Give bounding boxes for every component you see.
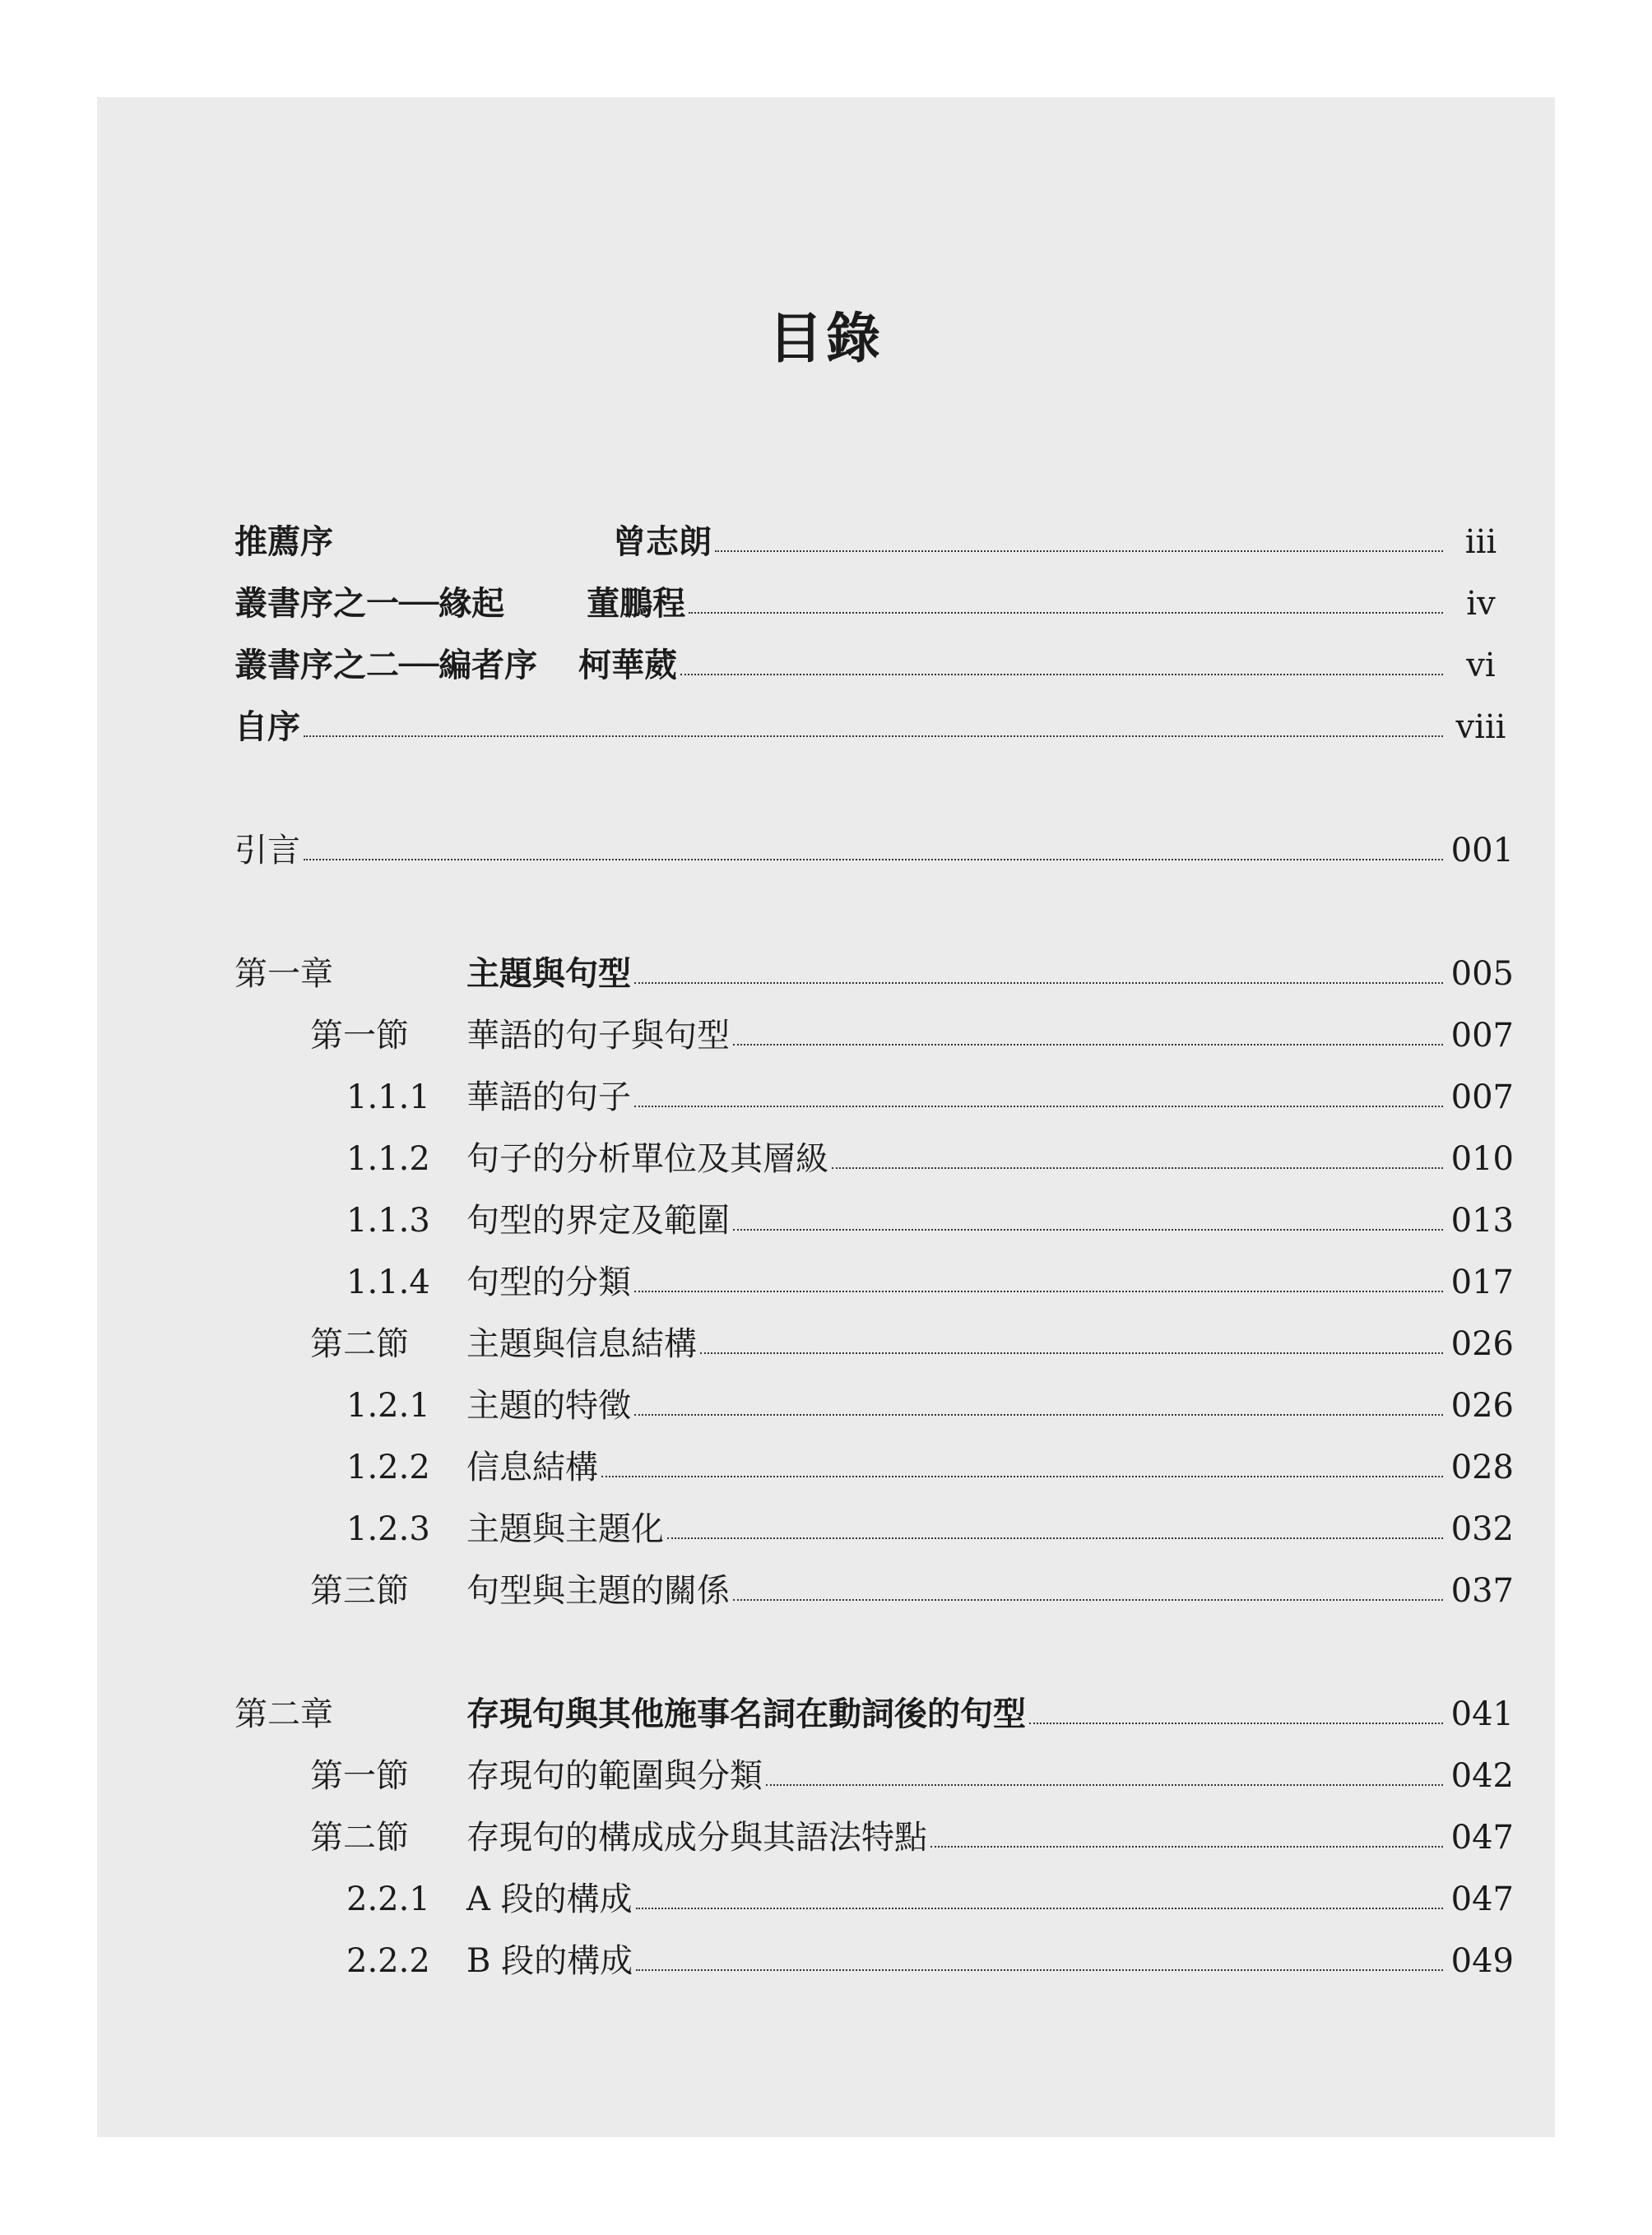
section-number: 第三節	[310, 1572, 409, 1610]
toc-page-number: 026	[1450, 1387, 1514, 1425]
toc-page-number: iv	[1466, 585, 1496, 623]
section-title: 存現句的範圍與分類	[466, 1757, 763, 1795]
section-number: 第一節	[310, 1017, 409, 1055]
subsection-number: 2.2.1	[346, 1880, 430, 1918]
subsection-number: 1.1.2	[346, 1140, 430, 1178]
dot-leader	[667, 1537, 1443, 1539]
dot-leader	[304, 858, 1443, 860]
section-title: 主題與信息結構	[466, 1325, 697, 1363]
toc-page-number: 017	[1450, 1264, 1514, 1301]
dot-leader	[634, 1290, 1443, 1292]
toc-page-number: 013	[1450, 1202, 1514, 1240]
toc-section-entry[interactable]	[234, 1302, 1514, 1364]
subsection-title: B 段的構成	[466, 1942, 633, 1980]
toc-page-number: 041	[1450, 1695, 1514, 1733]
toc-entry-series-preface-2[interactable]	[234, 624, 1514, 685]
toc-section-entry[interactable]	[234, 1796, 1514, 1857]
toc-entry-author: 柯華葳	[578, 646, 678, 684]
toc-subsection-entry[interactable]	[234, 1487, 1514, 1549]
section-title: 華語的句子與句型	[466, 1017, 730, 1055]
toc-page-number: 037	[1450, 1572, 1514, 1610]
dot-leader	[689, 611, 1443, 614]
section-number: 第一節	[310, 1757, 409, 1795]
subsection-number: 1.2.1	[346, 1387, 430, 1425]
toc-chapter-1[interactable]	[234, 932, 1514, 994]
chapter-title: 存現句與其他施事名詞在動詞後的句型	[466, 1695, 1026, 1733]
toc-subsection-entry[interactable]	[234, 1055, 1514, 1117]
toc-entry-label: 引言	[234, 832, 300, 869]
toc-page-number: 005	[1450, 955, 1514, 993]
dot-leader	[680, 673, 1443, 675]
chapter-number: 第一章	[234, 955, 333, 993]
toc-entry-label: 自序	[234, 707, 300, 746]
dot-leader	[715, 549, 1443, 552]
subsection-title: 華語的句子	[466, 1078, 631, 1116]
toc-page-number: 047	[1450, 1880, 1514, 1918]
toc-page-number: 007	[1450, 1078, 1514, 1116]
toc-subsection-entry[interactable]	[234, 1117, 1514, 1179]
dot-leader	[636, 1907, 1443, 1909]
toc-page-number: vi	[1466, 647, 1496, 684]
subsection-number: 1.1.1	[346, 1078, 430, 1116]
toc-entry-recommendation-preface[interactable]	[234, 500, 1514, 562]
section-title: 句型與主題的關係	[466, 1572, 730, 1610]
toc-page-number: viii	[1455, 708, 1506, 746]
subsection-title: 句型的分類	[466, 1264, 631, 1301]
toc-section-entry[interactable]	[234, 1549, 1514, 1611]
toc-subsection-entry[interactable]	[234, 1426, 1514, 1487]
toc-chapter-2[interactable]	[234, 1672, 1514, 1734]
toc-entry-author: 董鵬程	[587, 584, 686, 623]
dot-leader	[636, 1968, 1443, 1971]
subsection-number: 1.2.2	[346, 1449, 430, 1486]
dot-leader	[634, 981, 1443, 984]
toc-page-number: 028	[1450, 1449, 1514, 1486]
subsection-number: 2.2.2	[346, 1942, 430, 1980]
page-title: 目錄	[768, 306, 884, 370]
toc-section-entry[interactable]	[234, 1734, 1514, 1796]
table-of-contents	[234, 500, 1514, 1981]
dot-leader	[634, 1105, 1443, 1107]
toc-entry-label: 推薦序	[234, 522, 333, 561]
toc-page-number: 049	[1450, 1942, 1514, 1980]
subsection-title: 主題與主題化	[466, 1510, 664, 1548]
dot-leader	[733, 1598, 1443, 1601]
toc-page-number: 042	[1450, 1757, 1514, 1795]
toc-page-number: 047	[1450, 1819, 1514, 1857]
toc-subsection-entry[interactable]	[234, 1179, 1514, 1240]
toc-page-number: 032	[1450, 1510, 1514, 1548]
toc-page-number: iii	[1464, 523, 1497, 561]
dot-leader	[733, 1228, 1443, 1231]
toc-entry-author-preface[interactable]	[234, 685, 1514, 747]
toc-entry-label: 叢書序之一──緣起	[234, 584, 505, 623]
toc-page-number: 010	[1450, 1140, 1514, 1178]
dot-leader	[733, 1043, 1443, 1046]
dot-leader	[832, 1166, 1443, 1169]
toc-page-number: 001	[1450, 832, 1514, 869]
toc-section-entry[interactable]	[234, 994, 1514, 1055]
chapter-title: 主題與句型	[466, 954, 631, 993]
dot-leader	[930, 1845, 1443, 1848]
toc-entry-series-preface-1[interactable]	[234, 562, 1514, 624]
toc-entry-label: 叢書序之二──編者序	[234, 646, 538, 684]
subsection-number: 1.2.3	[346, 1510, 430, 1548]
toc-subsection-entry[interactable]	[234, 1240, 1514, 1302]
dot-leader	[1029, 1722, 1443, 1724]
subsection-title: 句子的分析單位及其層級	[466, 1140, 828, 1178]
dot-leader	[634, 1413, 1443, 1416]
section-title: 存現句的構成成分與其語法特點	[466, 1819, 927, 1857]
subsection-number: 1.1.3	[346, 1202, 430, 1240]
subsection-number: 1.1.4	[346, 1264, 430, 1301]
section-number: 第二節	[310, 1325, 409, 1363]
subsection-title: A 段的構成	[466, 1880, 633, 1918]
dot-leader	[700, 1352, 1443, 1354]
toc-subsection-entry[interactable]	[234, 1919, 1514, 1981]
toc-page-number: 007	[1450, 1017, 1514, 1055]
chapter-number: 第二章	[234, 1695, 333, 1733]
toc-page-number: 026	[1450, 1325, 1514, 1363]
toc-entry-introduction[interactable]	[234, 809, 1514, 870]
dot-leader	[766, 1783, 1443, 1786]
subsection-title: 信息結構	[466, 1449, 598, 1486]
toc-entry-author: 曾志朗	[613, 522, 712, 561]
toc-subsection-entry[interactable]	[234, 1857, 1514, 1919]
section-number: 第二節	[310, 1819, 409, 1857]
document-page	[97, 97, 1555, 2137]
toc-subsection-entry[interactable]	[234, 1364, 1514, 1426]
dot-leader	[601, 1475, 1443, 1477]
dot-leader	[304, 735, 1443, 737]
subsection-title: 句型的界定及範圍	[466, 1202, 730, 1240]
subsection-title: 主題的特徵	[466, 1387, 631, 1425]
